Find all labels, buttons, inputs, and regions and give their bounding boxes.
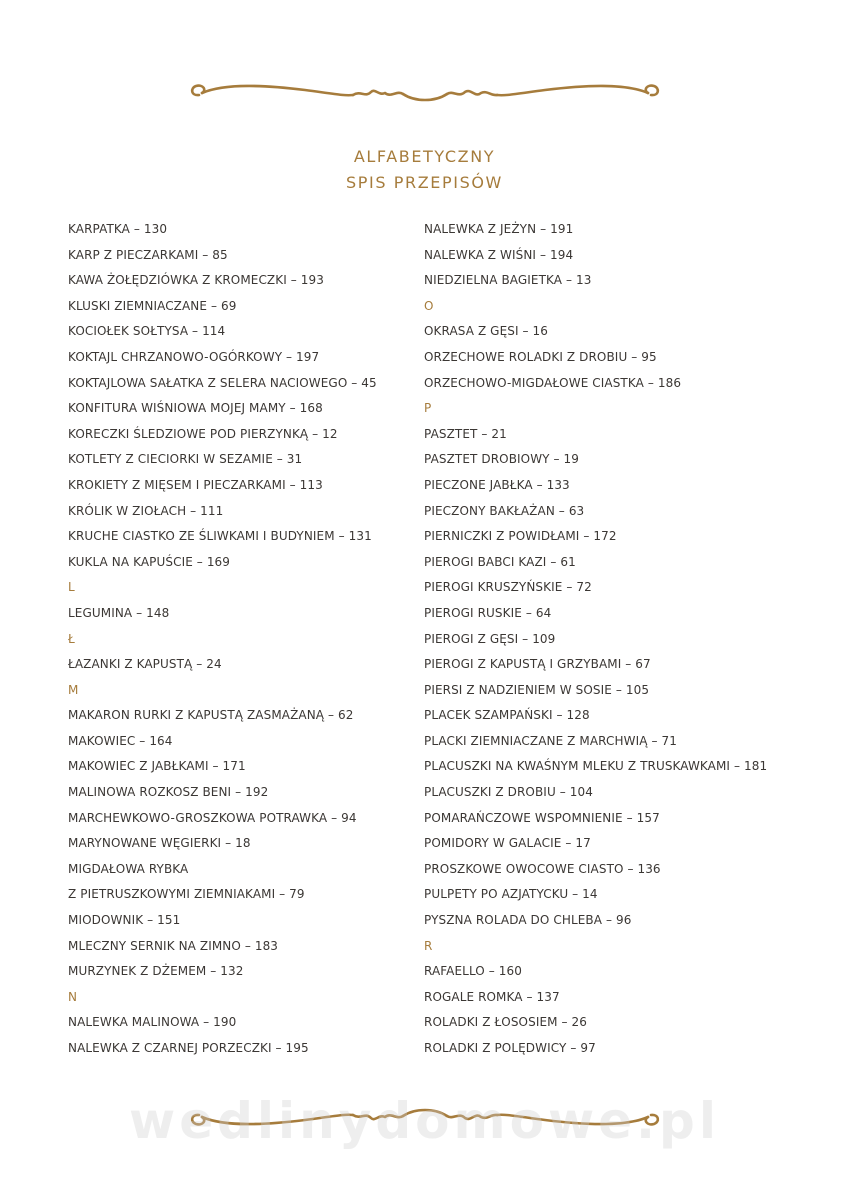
recipe-index-entry: POMARAŃCZOWE WSPOMNIENIE – 157 (424, 810, 660, 825)
recipe-index-entry: MARYNOWANE WĘGIERKI – 18 (68, 836, 251, 851)
recipe-index-entry: PASZTET – 21 (424, 426, 507, 441)
title-line-2: SPIS PRZEPISÓW (346, 173, 503, 192)
recipe-index-entry: POMIDORY W GALACIE – 17 (424, 836, 591, 851)
index-letter-heading: L (68, 580, 75, 595)
recipe-index-entry: PIERSI Z NADZIENIEM W SOSIE – 105 (424, 682, 650, 697)
recipe-index-entry: KARP Z PIECZARKAMI – 85 (68, 247, 228, 262)
recipe-index-entry: MURZYNEK Z DŻEMEM – 132 (68, 964, 244, 979)
recipe-index-entry: ORZECHOWO-MIGDAŁOWE CIASTKA – 186 (424, 375, 682, 390)
index-letter-heading: M (68, 682, 79, 697)
recipe-index-entry: PASZTET DROBIOWY – 19 (424, 452, 580, 467)
recipe-index-entry: PIEROGI Z GĘSI – 109 (424, 631, 556, 646)
index-letter-heading: O (424, 298, 434, 313)
recipe-index-entry: LEGUMINA – 148 (68, 605, 170, 620)
recipe-index-entry: ROGALE ROMKA – 137 (424, 989, 560, 1004)
recipe-index-entry: PLACEK SZAMPAŃSKI – 128 (424, 708, 590, 723)
recipe-index-entry: PLACUSZKI Z DROBIU – 104 (424, 785, 593, 800)
recipe-index-entry: NALEWKA Z JEŻYN – 191 (424, 222, 574, 236)
index-letter-heading: Ł (68, 631, 75, 646)
recipe-index-left-column (68, 220, 408, 1065)
watermark: wedlinydomowe.pl (129, 1092, 720, 1150)
recipe-index-entry: PLACUSZKI NA KWAŚNYM MLEKU Z TRUSKAWKAMI – 181 (424, 759, 768, 774)
recipe-index-entry: PULPETY PO AZJATYCKU – 14 (424, 887, 598, 902)
recipe-index-entry: MAKOWIEC – 164 (68, 733, 173, 748)
recipe-index-entry: MALINOWA ROZKOSZ BENI – 192 (68, 785, 269, 800)
recipe-index-entry: KUKLA NA KAPUŚCIE – 169 (68, 554, 231, 569)
page-title (0, 144, 849, 196)
decorative-flourish-icon (185, 1100, 665, 1134)
recipe-index-entry: PIERNICZKI Z POWIDŁAMI – 172 (424, 529, 617, 544)
recipe-index-entry: KOKTAJL CHRZANOWO-OGÓRKOWY – 197 (68, 349, 320, 364)
recipe-index-entry: MLECZNY SERNIK NA ZIMNO – 183 (68, 938, 279, 953)
recipe-index-entry: MARCHEWKOWO-GROSZKOWA POTRAWKA – 94 (68, 810, 357, 825)
recipe-index-entry: NALEWKA Z WIŚNI – 194 (424, 247, 574, 262)
recipe-index-entry: ŁAZANKI Z KAPUSTĄ – 24 (68, 657, 222, 672)
recipe-index-entry: OKRASA Z GĘSI – 16 (424, 324, 549, 339)
recipe-index-entry: PLACKI ZIEMNIACZANE Z MARCHWIĄ – 71 (424, 733, 677, 748)
recipe-index-entry: PIECZONY BAKŁAŻAN – 63 (424, 503, 585, 518)
recipe-index-entry: KAWA ŻOŁĘDZIÓWKA Z KROMECZKI – 193 (68, 273, 324, 288)
recipe-index-entry: KORECZKI ŚLEDZIOWE POD PIERZYNKĄ – 12 (68, 426, 338, 441)
recipe-index-entry: PROSZKOWE OWOCOWE CIASTO – 136 (424, 861, 661, 876)
recipe-index-entry: MAKOWIEC Z JABŁKAMI – 171 (68, 759, 246, 774)
recipe-index-entry: KRUCHE CIASTKO ZE ŚLIWKAMI I BUDYNIEM – 131 (68, 529, 372, 544)
title-line-1: ALFABETYCZNY (353, 147, 496, 166)
bottom-ornament (0, 1100, 849, 1134)
recipe-index-entry: NIEDZIELNA BAGIETKA – 13 (424, 273, 592, 288)
recipe-index-entry: MIODOWNIK – 151 (68, 913, 181, 928)
recipe-index-entry: MIGDAŁOWA RYBKA (68, 861, 189, 876)
recipe-index-entry: KLUSKI ZIEMNIACZANE – 69 (68, 298, 237, 313)
recipe-index-entry: ORZECHOWE ROLADKI Z DROBIU – 95 (424, 349, 657, 364)
recipe-index-entry: PIEROGI KRUSZYŃSKIE – 72 (424, 580, 592, 595)
recipe-index-entry: PIEROGI BABCI KAZI – 61 (424, 554, 576, 569)
recipe-index-entry: KOCIOŁEK SOŁTYSA – 114 (68, 324, 226, 339)
index-letter-heading: N (68, 989, 78, 1004)
recipe-index-entry: PYSZNA ROLADA DO CHLEBA – 96 (424, 913, 632, 928)
recipe-index-entry: KARPATKA – 130 (68, 222, 168, 236)
recipe-index-entry: KROKIETY Z MIĘSEM I PIECZARKAMI – 113 (68, 477, 323, 492)
recipe-index-entry: KOTLETY Z CIECIORKI W SEZAMIE – 31 (68, 452, 303, 467)
index-letter-heading: R (424, 938, 433, 953)
recipe-index-entry: PIEROGI RUSKIE – 64 (424, 605, 552, 620)
recipe-index-entry: KOKTAJLOWA SAŁATKA Z SELERA NACIOWEGO – 45 (68, 375, 377, 390)
recipe-index-entry: Z PIETRUSZKOWYMI ZIEMNIAKAMI – 79 (68, 887, 305, 902)
index-letter-heading: P (424, 401, 432, 416)
recipe-index-entry: RAFAELLO – 160 (424, 964, 522, 979)
recipe-index-entry: PIEROGI Z KAPUSTĄ I GRZYBAMI – 67 (424, 657, 651, 672)
recipe-index-entry: ROLADKI Z ŁOSOSIEM – 26 (424, 1015, 587, 1030)
recipe-index-entry: ROLADKI Z POLĘDWICY – 97 (424, 1041, 596, 1055)
recipe-index-right-column (424, 220, 824, 1065)
top-ornament (0, 76, 849, 110)
recipe-index-entry: NALEWKA Z CZARNEJ PORZECZKI – 195 (68, 1041, 309, 1055)
recipe-index-entry: MAKARON RURKI Z KAPUSTĄ ZASMAŻANĄ – 62 (68, 708, 354, 723)
decorative-flourish-icon (185, 76, 665, 110)
recipe-index-entry: NALEWKA MALINOWA – 190 (68, 1015, 237, 1030)
recipe-index-entry: KRÓLIK W ZIOŁACH – 111 (68, 503, 224, 518)
recipe-index-entry: PIECZONE JABŁKA – 133 (424, 477, 570, 492)
recipe-index-entry: KONFITURA WIŚNIOWA MOJEJ MAMY – 168 (68, 401, 323, 416)
